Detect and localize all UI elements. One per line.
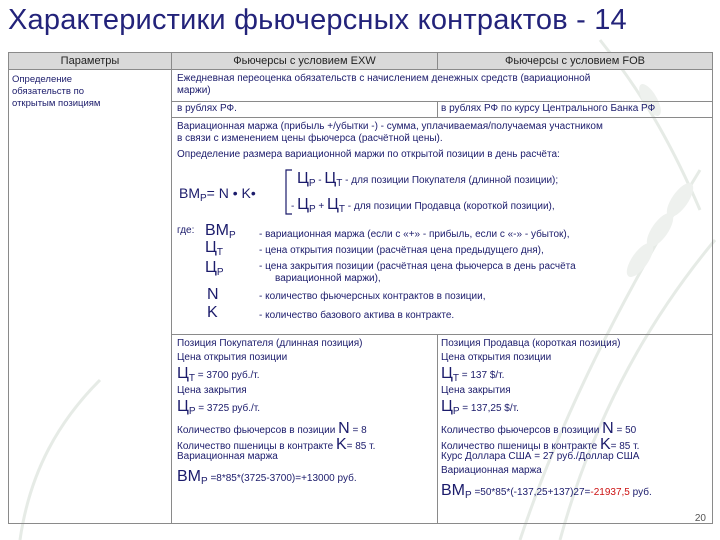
row-label-1: Определение <box>12 74 73 85</box>
plus-2: + <box>318 201 325 212</box>
header-divider <box>9 69 712 70</box>
sym-ct <box>205 240 223 261</box>
row-divider-1 <box>172 101 712 102</box>
buyer-result: +13000 <box>301 473 335 484</box>
formula-bm-sub: Р <box>200 193 207 204</box>
seller-result: -21937,5 <box>590 487 630 498</box>
seller-qty-value: = 50 <box>616 425 637 436</box>
seller-k: K <box>599 436 611 453</box>
desc-ct: - цена открытия позиции (расчётная цена предыдущего дня), <box>259 245 544 256</box>
vm-def-1: Вариационная маржа (прибыль +/убытки -) - сумма, уплачиваемая/получаемая участником <box>177 121 603 132</box>
seller-bm-sub: Р <box>465 490 472 501</box>
buyer-open: Цена открытия позиции <box>177 352 288 363</box>
where-label: где: <box>177 225 195 236</box>
desc-cp-2: вариационной маржи), <box>275 273 381 284</box>
formula-eq: = N • K• <box>206 185 256 201</box>
seller-bm: ВМ <box>441 482 465 499</box>
c-p-1: Ц <box>297 170 309 187</box>
seller-qty-label: Количество фьючерсов в позиции <box>441 425 600 436</box>
daily-line-2: маржи) <box>177 85 211 96</box>
desc-bm: - вариационная маржа (если с «+» - прибыль, если с «-» - убыток), <box>259 229 570 240</box>
c-p-2: Ц <box>297 196 309 213</box>
desc-n: - количество фьючерсных контрактов в позиции, <box>259 291 486 302</box>
sym-cp-sub: Р <box>216 267 224 278</box>
seller-close: Цена закрытия <box>441 385 511 396</box>
seller-close-val <box>441 399 519 418</box>
seller-head: Позиция Продавца (короткая позиция) <box>441 338 621 349</box>
buyer-close: Цена закрытия <box>177 385 247 396</box>
c-t-2-sub: Т <box>338 204 345 215</box>
seller-close-value: = 137,25 $/т. <box>462 403 519 414</box>
buyer-calc-expr: =8*85*(3725-3700)= <box>210 473 302 484</box>
col-divider-2c <box>437 334 438 523</box>
rub-text: в рублях РФ. <box>177 103 237 114</box>
buyer-wheat-value: = 85 т. <box>346 441 376 452</box>
rub-cb-text: в рублях РФ по курсу Центрального Банка РФ <box>441 103 656 114</box>
desc-k: - количество базового актива в контракте. <box>259 310 455 321</box>
formula-line-1 <box>297 171 558 190</box>
c-p-2-sub: Р <box>308 204 316 215</box>
buyer-qty <box>177 421 367 437</box>
seller-unit: руб. <box>629 487 652 498</box>
vm-def-2: в связи с изменением цены фьючерса (расчётной цены). <box>177 133 443 144</box>
buyer-close-value: = 3725 руб./т. <box>198 403 261 414</box>
buyer-calc <box>177 469 357 488</box>
col-divider-2a <box>437 53 438 69</box>
seller-calc <box>441 483 652 502</box>
buyer-cp: Ц <box>177 398 189 415</box>
formula-line-2 <box>291 197 555 216</box>
buyer-note: - для позиции Покупателя (длинной позиции); <box>345 175 559 186</box>
formula-left <box>179 185 256 207</box>
seller-open-val <box>441 366 504 385</box>
seller-open: Цена открытия позиции <box>441 352 552 363</box>
seller-calc-expr: =50*85*(-137,25+137)27= <box>474 487 591 498</box>
col-divider-2b <box>437 101 438 117</box>
seller-c: Ц <box>441 365 453 382</box>
seller-cp-sub: Р <box>452 406 460 417</box>
vm-size-text: Определение размера вариационной маржи по открытой позиции в день расчёта: <box>177 149 560 160</box>
c-t-1-sub: Т <box>336 178 343 189</box>
seller-vm: Вариационная маржа <box>441 465 542 476</box>
header-fob: Фьючерсы с условием FOB <box>438 53 712 69</box>
sym-bm-sub: Р <box>229 230 236 241</box>
minus-2: - <box>291 201 295 212</box>
seller-rate: Курс Доллара США = 27 руб./Доллар США <box>441 451 640 462</box>
buyer-bm: ВМ <box>177 468 201 485</box>
buyer-unit: руб. <box>334 473 357 484</box>
buyer-wheat-label: Количество пшеницы в контракте <box>177 441 334 452</box>
sym-n: N <box>207 286 219 303</box>
seller-cp: Ц <box>441 398 453 415</box>
buyer-bm-sub: Р <box>201 476 208 487</box>
header-params: Параметры <box>9 53 171 69</box>
slide-title: Характеристики фьючерсных контрактов - 14 <box>8 4 627 36</box>
buyer-c: Ц <box>177 365 189 382</box>
sym-bm-text: ВМ <box>205 222 229 239</box>
sym-cp-text: Ц <box>205 259 217 276</box>
row-divider-2 <box>172 117 712 118</box>
seller-wheat-label: Количество пшеницы в контракте <box>441 441 598 452</box>
buyer-vm: Вариационная маржа <box>177 451 278 462</box>
buyer-n: N <box>338 420 350 437</box>
sym-ct-sub: Т <box>216 247 223 258</box>
sym-cp <box>205 260 224 281</box>
buyer-k: K <box>335 436 347 453</box>
buyer-head: Позиция Покупателя (длинная позиция) <box>177 338 363 349</box>
page-number: 20 <box>694 513 706 524</box>
formula-bm: ВМ <box>179 185 200 201</box>
c-t-1: Ц <box>324 170 337 187</box>
c-t-2: Ц <box>327 196 339 213</box>
buyer-close-val <box>177 399 260 418</box>
seller-open-value: = 137 $/т. <box>461 370 505 381</box>
seller-n: N <box>602 420 614 437</box>
seller-wheat-value: = 85 т. <box>610 441 640 452</box>
buyer-open-value: = 3700 руб./т. <box>197 370 260 381</box>
buyer-c-sub: Т <box>188 373 195 384</box>
row-divider-3 <box>172 334 712 335</box>
desc-cp-1: - цена закрытия позиции (расчётная цена фьючерса в день расчёта <box>259 261 576 272</box>
row-label-3: открытым позициям <box>12 98 101 109</box>
seller-note: - для позиции Продавца (короткой позиции), <box>347 201 555 212</box>
buyer-cp-sub: Р <box>188 406 196 417</box>
col-divider-1 <box>171 53 172 523</box>
buyer-qty-label: Количество фьючерсов в позиции <box>177 425 336 436</box>
header-exw: Фьючерсы с условием EXW <box>172 53 437 69</box>
sym-ct-text: Ц <box>205 239 217 256</box>
daily-line-1: Ежедневная переоценка обязательств с начислением денежных средств (вариационной <box>177 73 591 84</box>
characteristics-table <box>8 52 713 524</box>
sym-k: K <box>207 304 218 321</box>
minus-1: - <box>318 175 322 186</box>
seller-c-sub: Т <box>452 373 459 384</box>
c-p-1-sub: Р <box>308 178 316 189</box>
seller-qty <box>441 421 636 437</box>
buyer-qty-value: = 8 <box>352 425 367 436</box>
row-label-2: обязательств по <box>12 86 85 97</box>
buyer-open-val <box>177 366 259 385</box>
